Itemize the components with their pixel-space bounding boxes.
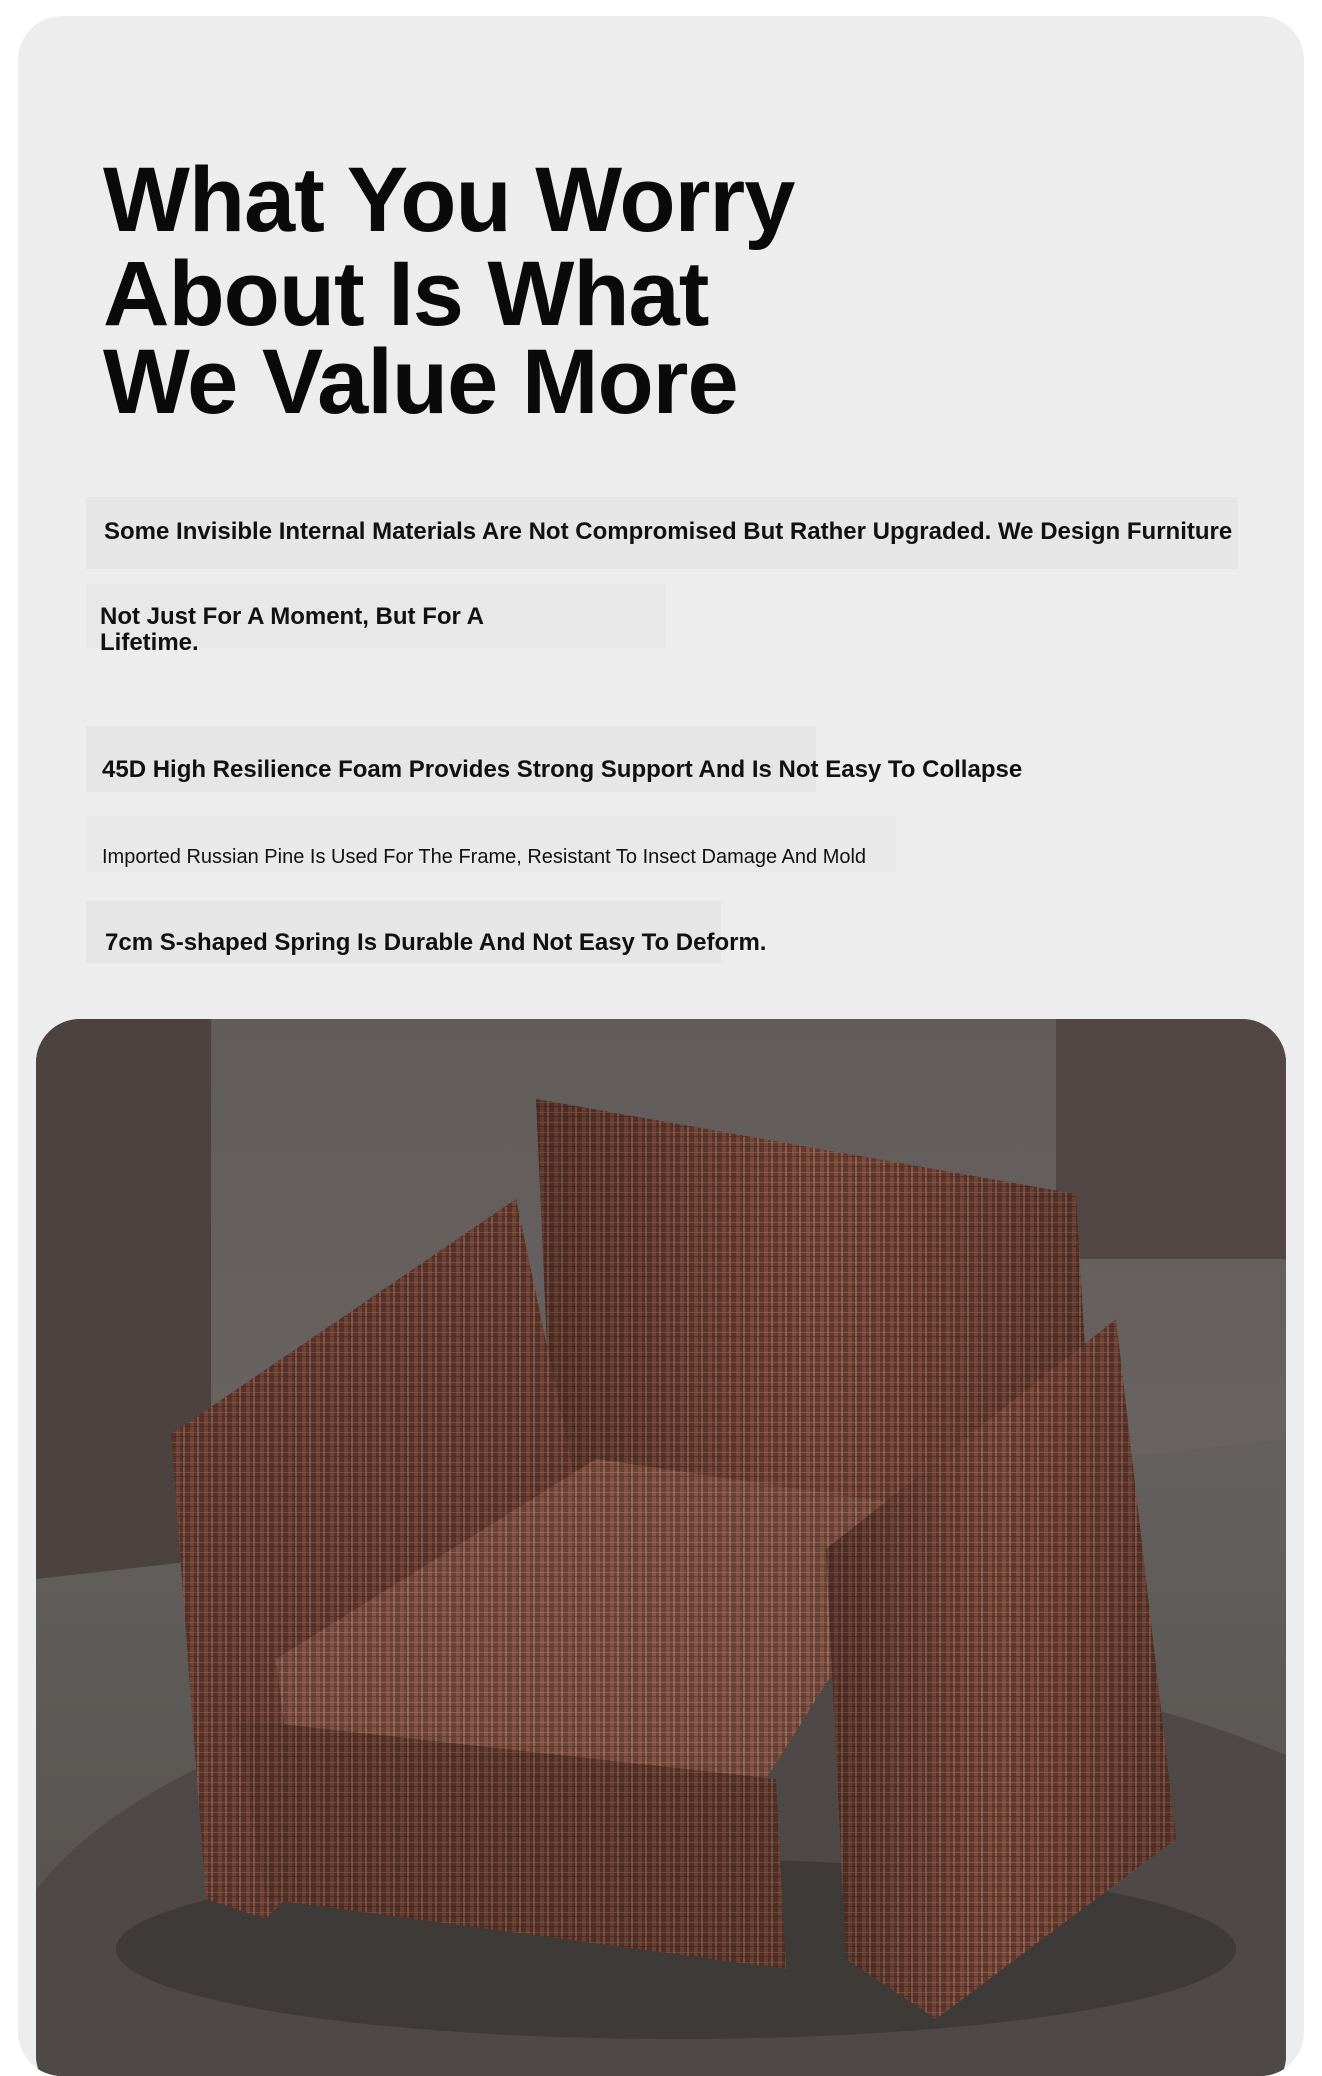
armchair-illustration [36, 1019, 1286, 2076]
headline-line-3: We Value More [103, 331, 738, 433]
feature-frame: Imported Russian Pine Is Used For The Frame, Resistant To Insect Damage And Mold [102, 846, 867, 868]
intro-text-line-2: Not Just For A Moment, But For A Lifetime. [100, 603, 484, 656]
feature-spring: 7cm S-shaped Spring Is Durable And Not Easy To Deform. [105, 929, 767, 956]
headline [103, 149, 795, 433]
feature-foam: 45D High Resilience Foam Provides Strong Support And Is Not Easy To Collapse [102, 756, 1023, 783]
intro-text-line-1: Some Invisible Internal Materials Are Not Compromised But Rather Upgraded. We Design Furniture [104, 518, 1233, 545]
headline-line-2: About Is What [103, 243, 709, 345]
product-photo-armchair [36, 1019, 1286, 2076]
headline-line-1: What You Worry [103, 149, 795, 251]
feature-card [18, 16, 1304, 2076]
